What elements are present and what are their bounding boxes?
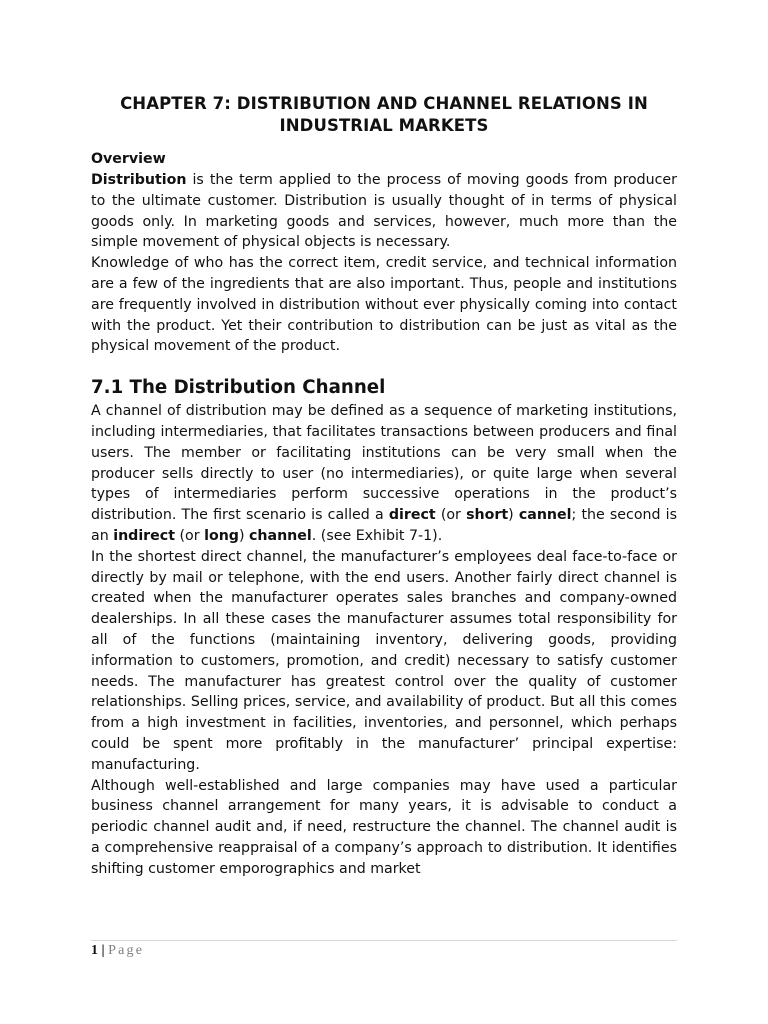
term-direct: direct: [388, 507, 436, 524]
section-p1-text-1: A channel of distribution may be defined as a sequence of marketing institutions, including intermediaries, that facilitates transactions between producers and final users. The member or facilitating institutions can be very small when the producer sells directly to user (no intermediaries), or quite large when several types of intermediaries perform successive operations in the product’s distribution. The first scenario is called a: [91, 403, 677, 524]
term-channel: channel: [249, 527, 312, 544]
overview-paragraph-2: Knowledge of who has the correct item, credit service, and technical information are a few of the ingredients that are also important. Thus, people and institutions are frequently involved in distribution without ever physically coming into contact with the product. Yet their contribution to distribution can be just as vital as the physical movement of the product.: [91, 255, 677, 355]
term-short: short: [466, 507, 509, 524]
chapter-title: CHAPTER 7: DISTRIBUTION AND CHANNEL RELATIONS IN INDUSTRIAL MARKETS: [120, 94, 648, 135]
section-paragraph-3: Although well-established and large companies may have used a particular business channel arrangement for many years, it is advisable to conduct a periodic channel audit and, if need, restructure the channel. The channel audit is a comprehensive reappraisal of a company’s approach to distribution. It identifies shifting customer emporographics and market: [91, 777, 677, 877]
section-p1-text-2: (or: [435, 507, 467, 524]
overview-heading: Overview: [91, 151, 166, 167]
section-p1-text-7: . (see Exhibit 7-1).: [311, 527, 443, 544]
page-number: 1: [91, 943, 98, 958]
term-long: long: [204, 527, 239, 544]
section-paragraph-1: [91, 401, 677, 547]
page-label: Page: [108, 943, 145, 958]
overview-paragraph-1-text: is the term applied to the process of moving goods from producer to the ultimate customer. Distribution is usually thought of in terms of physical goods only. In marketing goods and services, however, much more than the simple movement of physical objects is necessary.: [91, 172, 677, 251]
term-distribution: Distribution: [91, 172, 187, 188]
section-p1-text-5: (or: [175, 527, 205, 544]
footer-separator: |: [101, 943, 105, 958]
page-content: [91, 93, 677, 880]
overview-paragraph-1: [91, 170, 677, 253]
section-p1-text-6: ): [238, 527, 249, 544]
page-footer: [91, 942, 144, 960]
section-p1-text-4: ; the second is an: [91, 507, 678, 544]
footer-divider: [91, 940, 677, 941]
section-paragraph-2: In the shortest direct channel, the manufacturer’s employees deal face-to-face or directly by mail or telephone, with the end users. Another fairly direct channel is created when the manufacturer operates sales branches and company-owned dealerships. In all these cases the manufacturer assumes total responsibility for all of the functions (maintaining inventory, delivering goods, providing information to customers, promotion, and credit) necessary to satisfy customer needs. The manufacturer has greatest control over the quality of customer relationships. Selling prices, service, and availability of product. But all this comes from a high investment in facilities, inventories, and personnel, which perhaps could be spent more profitably in the manufacturer’ principal expertise: manufacturing.: [91, 548, 677, 773]
section-heading-7-1: 7.1 The Distribution Channel: [91, 377, 386, 399]
term-cannel: cannel: [518, 507, 572, 524]
term-indirect: indirect: [113, 527, 175, 544]
section-p1-text-3: ): [508, 507, 519, 524]
